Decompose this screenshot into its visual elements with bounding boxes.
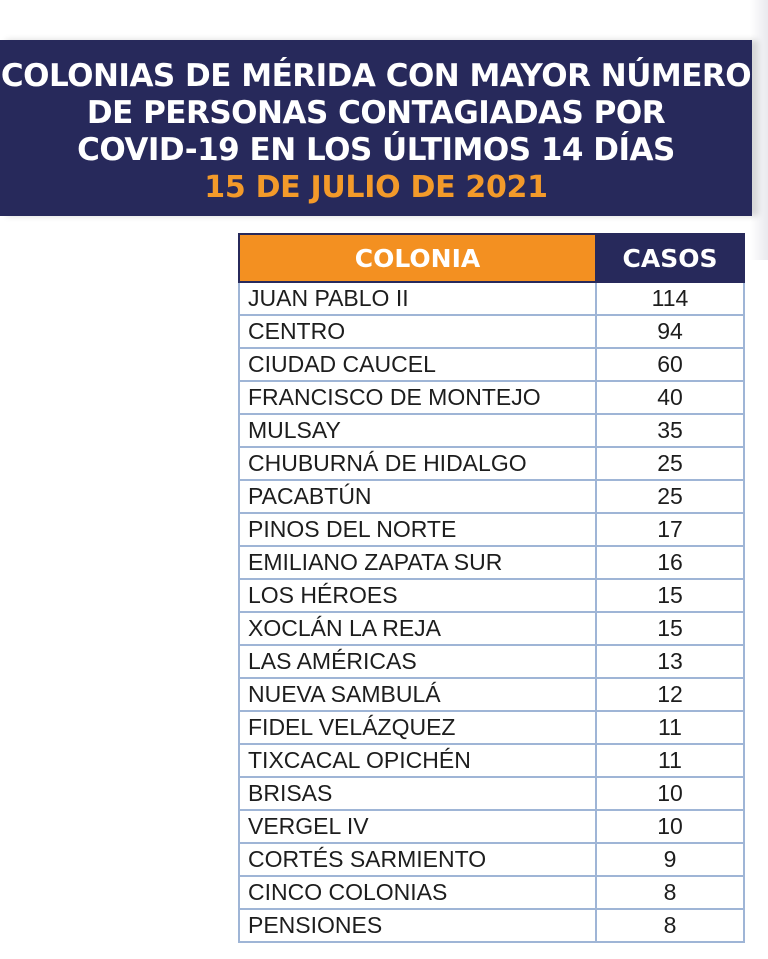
casos-cell: 15 [596,579,744,612]
colonia-cell: FRANCISCO DE MONTEJO [239,381,596,414]
colonia-cell: EMILIANO ZAPATA SUR [239,546,596,579]
casos-cell: 94 [596,315,744,348]
colonia-cell: PACABTÚN [239,480,596,513]
colonia-cell: LAS AMÉRICAS [239,645,596,678]
cases-table [238,233,745,943]
colonia-cell: JUAN PABLO II [239,282,596,315]
colonia-cell: BRISAS [239,777,596,810]
casos-cell: 40 [596,381,744,414]
table-row [239,282,744,315]
casos-cell: 60 [596,348,744,381]
colonia-cell: NUEVA SAMBULÁ [239,678,596,711]
colonia-cell: XOCLÁN LA REJA [239,612,596,645]
colonia-cell: PENSIONES [239,909,596,942]
colonia-cell: LOS HÉROES [239,579,596,612]
table-row [239,843,744,876]
colonia-cell: TIXCACAL OPICHÉN [239,744,596,777]
table-row [239,579,744,612]
colonia-cell: MULSAY [239,414,596,447]
colonia-cell: VERGEL IV [239,810,596,843]
table-row [239,744,744,777]
table-row [239,414,744,447]
table-row [239,381,744,414]
colonia-cell: CIUDAD CAUCEL [239,348,596,381]
table-row [239,315,744,348]
casos-cell: 16 [596,546,744,579]
casos-cell: 25 [596,447,744,480]
table-row [239,876,744,909]
table-row [239,513,744,546]
casos-cell: 10 [596,810,744,843]
table-row [239,645,744,678]
colonia-cell: CENTRO [239,315,596,348]
colonia-cell: PINOS DEL NORTE [239,513,596,546]
colonia-cell: FIDEL VELÁZQUEZ [239,711,596,744]
table-row [239,447,744,480]
casos-cell: 12 [596,678,744,711]
casos-cell: 10 [596,777,744,810]
casos-cell: 13 [596,645,744,678]
table-header-row [239,234,744,282]
report-date: 15 DE JULIO DE 2021 [204,170,548,205]
casos-cell: 11 [596,744,744,777]
page-edge-shadow [750,0,768,260]
casos-cell: 114 [596,282,744,315]
table-row [239,777,744,810]
table-row [239,348,744,381]
casos-cell: 11 [596,711,744,744]
title-line: COVID-19 EN LOS ÚLTIMOS 14 DÍAS [77,132,675,168]
title-line: COLONIAS DE MÉRIDA CON MAYOR NÚMERO [0,58,752,94]
table-body [239,282,744,942]
colonia-cell: CINCO COLONIAS [239,876,596,909]
table-row [239,711,744,744]
title-line: DE PERSONAS CONTAGIADAS POR [86,95,666,131]
page-title [0,58,752,169]
casos-cell: 8 [596,876,744,909]
table-row [239,612,744,645]
table-row [239,480,744,513]
column-header-colonia: COLONIA [239,234,596,282]
casos-cell: 17 [596,513,744,546]
casos-cell: 25 [596,480,744,513]
table-row [239,909,744,942]
table-row [239,546,744,579]
casos-cell: 35 [596,414,744,447]
colonia-cell: CORTÉS SARMIENTO [239,843,596,876]
colonia-cell: CHUBURNÁ DE HIDALGO [239,447,596,480]
column-header-casos: CASOS [596,234,744,282]
table-row [239,810,744,843]
table-row [239,678,744,711]
casos-cell: 15 [596,612,744,645]
casos-cell: 9 [596,843,744,876]
casos-cell: 8 [596,909,744,942]
